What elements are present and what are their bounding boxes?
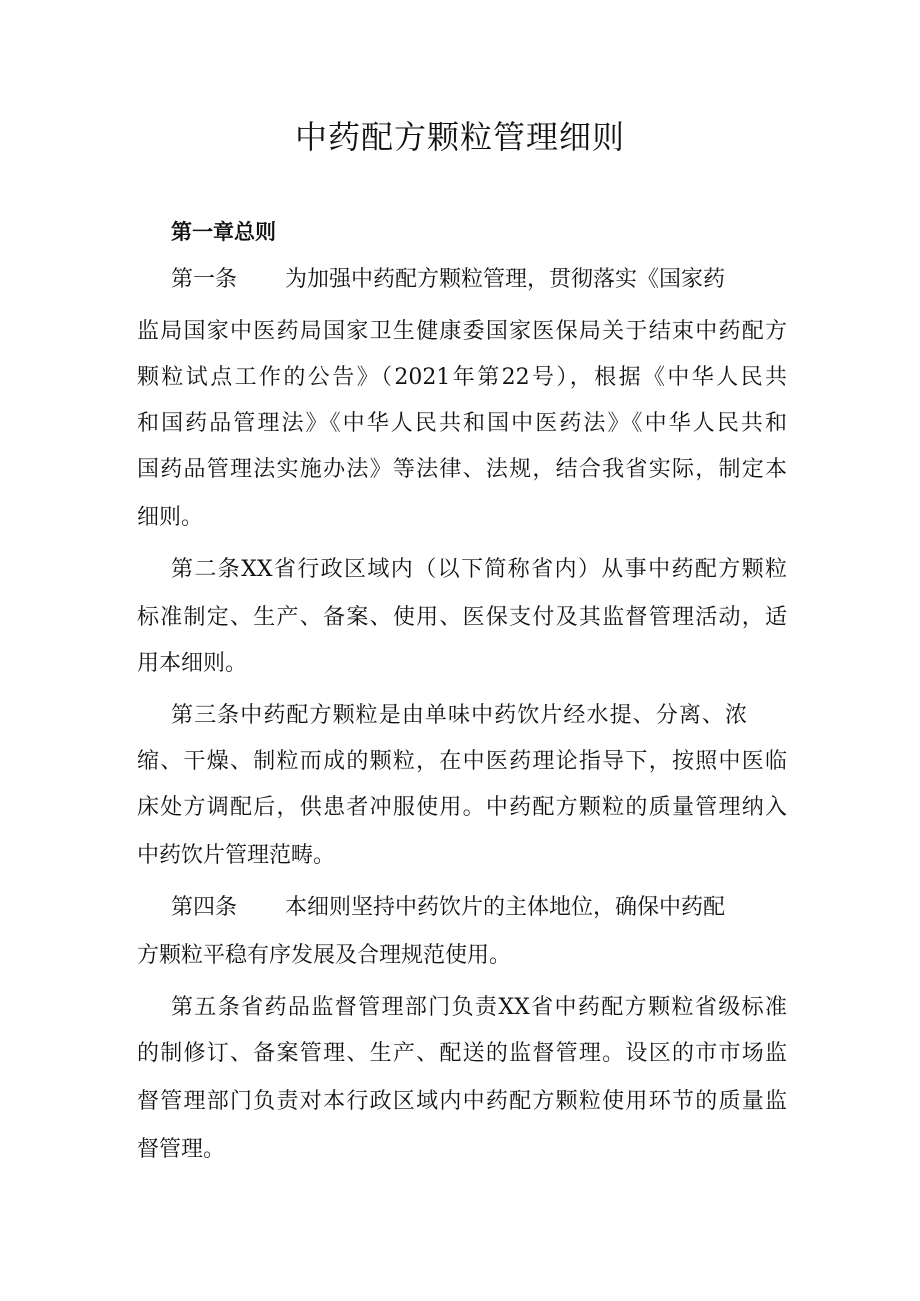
article-4-line-2: 方颗粒平稳有序发展及合理规范使用。 xyxy=(137,943,512,968)
article-5-line-4: 督管理。 xyxy=(137,1137,226,1162)
article-2-line-1: 第二条XX省行政区域内（以下简称省内）从事中药配方颗粒 xyxy=(171,557,787,582)
article-3-line-4: 中药饮片管理范畴。 xyxy=(137,843,336,868)
article-2-line-3: 用本细则。 xyxy=(137,651,248,676)
article-1-line-4: 和国药品管理法》《中华人民共和国中医药法》《中华人民共和 xyxy=(137,411,787,436)
article-4-label: 第四条 xyxy=(171,895,238,920)
article-1-line-3: 颗粒试点工作的公告》（2021年第22号），根据《中华人民共 xyxy=(137,365,787,390)
article-1-line-1 xyxy=(171,258,787,302)
article-3-line-3: 床处方调配后，供患者冲服使用。中药配方颗粒的质量管理纳入 xyxy=(137,795,787,820)
article-1-line-5: 国药品管理法实施办法》等法律、法规，结合我省实际，制定本 xyxy=(137,457,787,482)
article-1-label: 第一条 xyxy=(171,267,238,292)
article-3-line-2: 缩、干燥、制粒而成的颗粒，在中医药理论指导下，按照中医临 xyxy=(137,749,787,774)
article-1-text: 为加强中药配方颗粒管理，贯彻落实《国家药 xyxy=(285,267,726,292)
chapter-heading: 第一章总则 xyxy=(171,220,276,244)
article-5-line-3: 督管理部门负责对本行政区域内中药配方颗粒使用环节的质量监 xyxy=(137,1089,787,1114)
article-1-line-2: 监局国家中医药局国家卫生健康委国家医保局关于结束中药配方 xyxy=(137,319,787,344)
article-4-text: 本细则坚持中药饮片的主体地位，确保中药配 xyxy=(285,895,726,920)
article-1-line-6: 细则。 xyxy=(137,505,204,530)
article-5-line-1: 第五条省药品监督管理部门负责XX省中药配方颗粒省级标准 xyxy=(171,995,787,1020)
document-title: 中药配方颗粒管理细则 xyxy=(294,118,625,156)
article-5-line-2: 的制修订、备案管理、生产、配送的监督管理。设区的市市场监 xyxy=(137,1041,787,1066)
article-3-line-1: 第三条中药配方颗粒是由单味中药饮片经水提、分离、浓 xyxy=(171,703,747,728)
article-4-line-1 xyxy=(171,886,787,930)
article-2-line-2: 标准制定、生产、备案、使用、医保支付及其监督管理活动，适 xyxy=(137,605,787,630)
